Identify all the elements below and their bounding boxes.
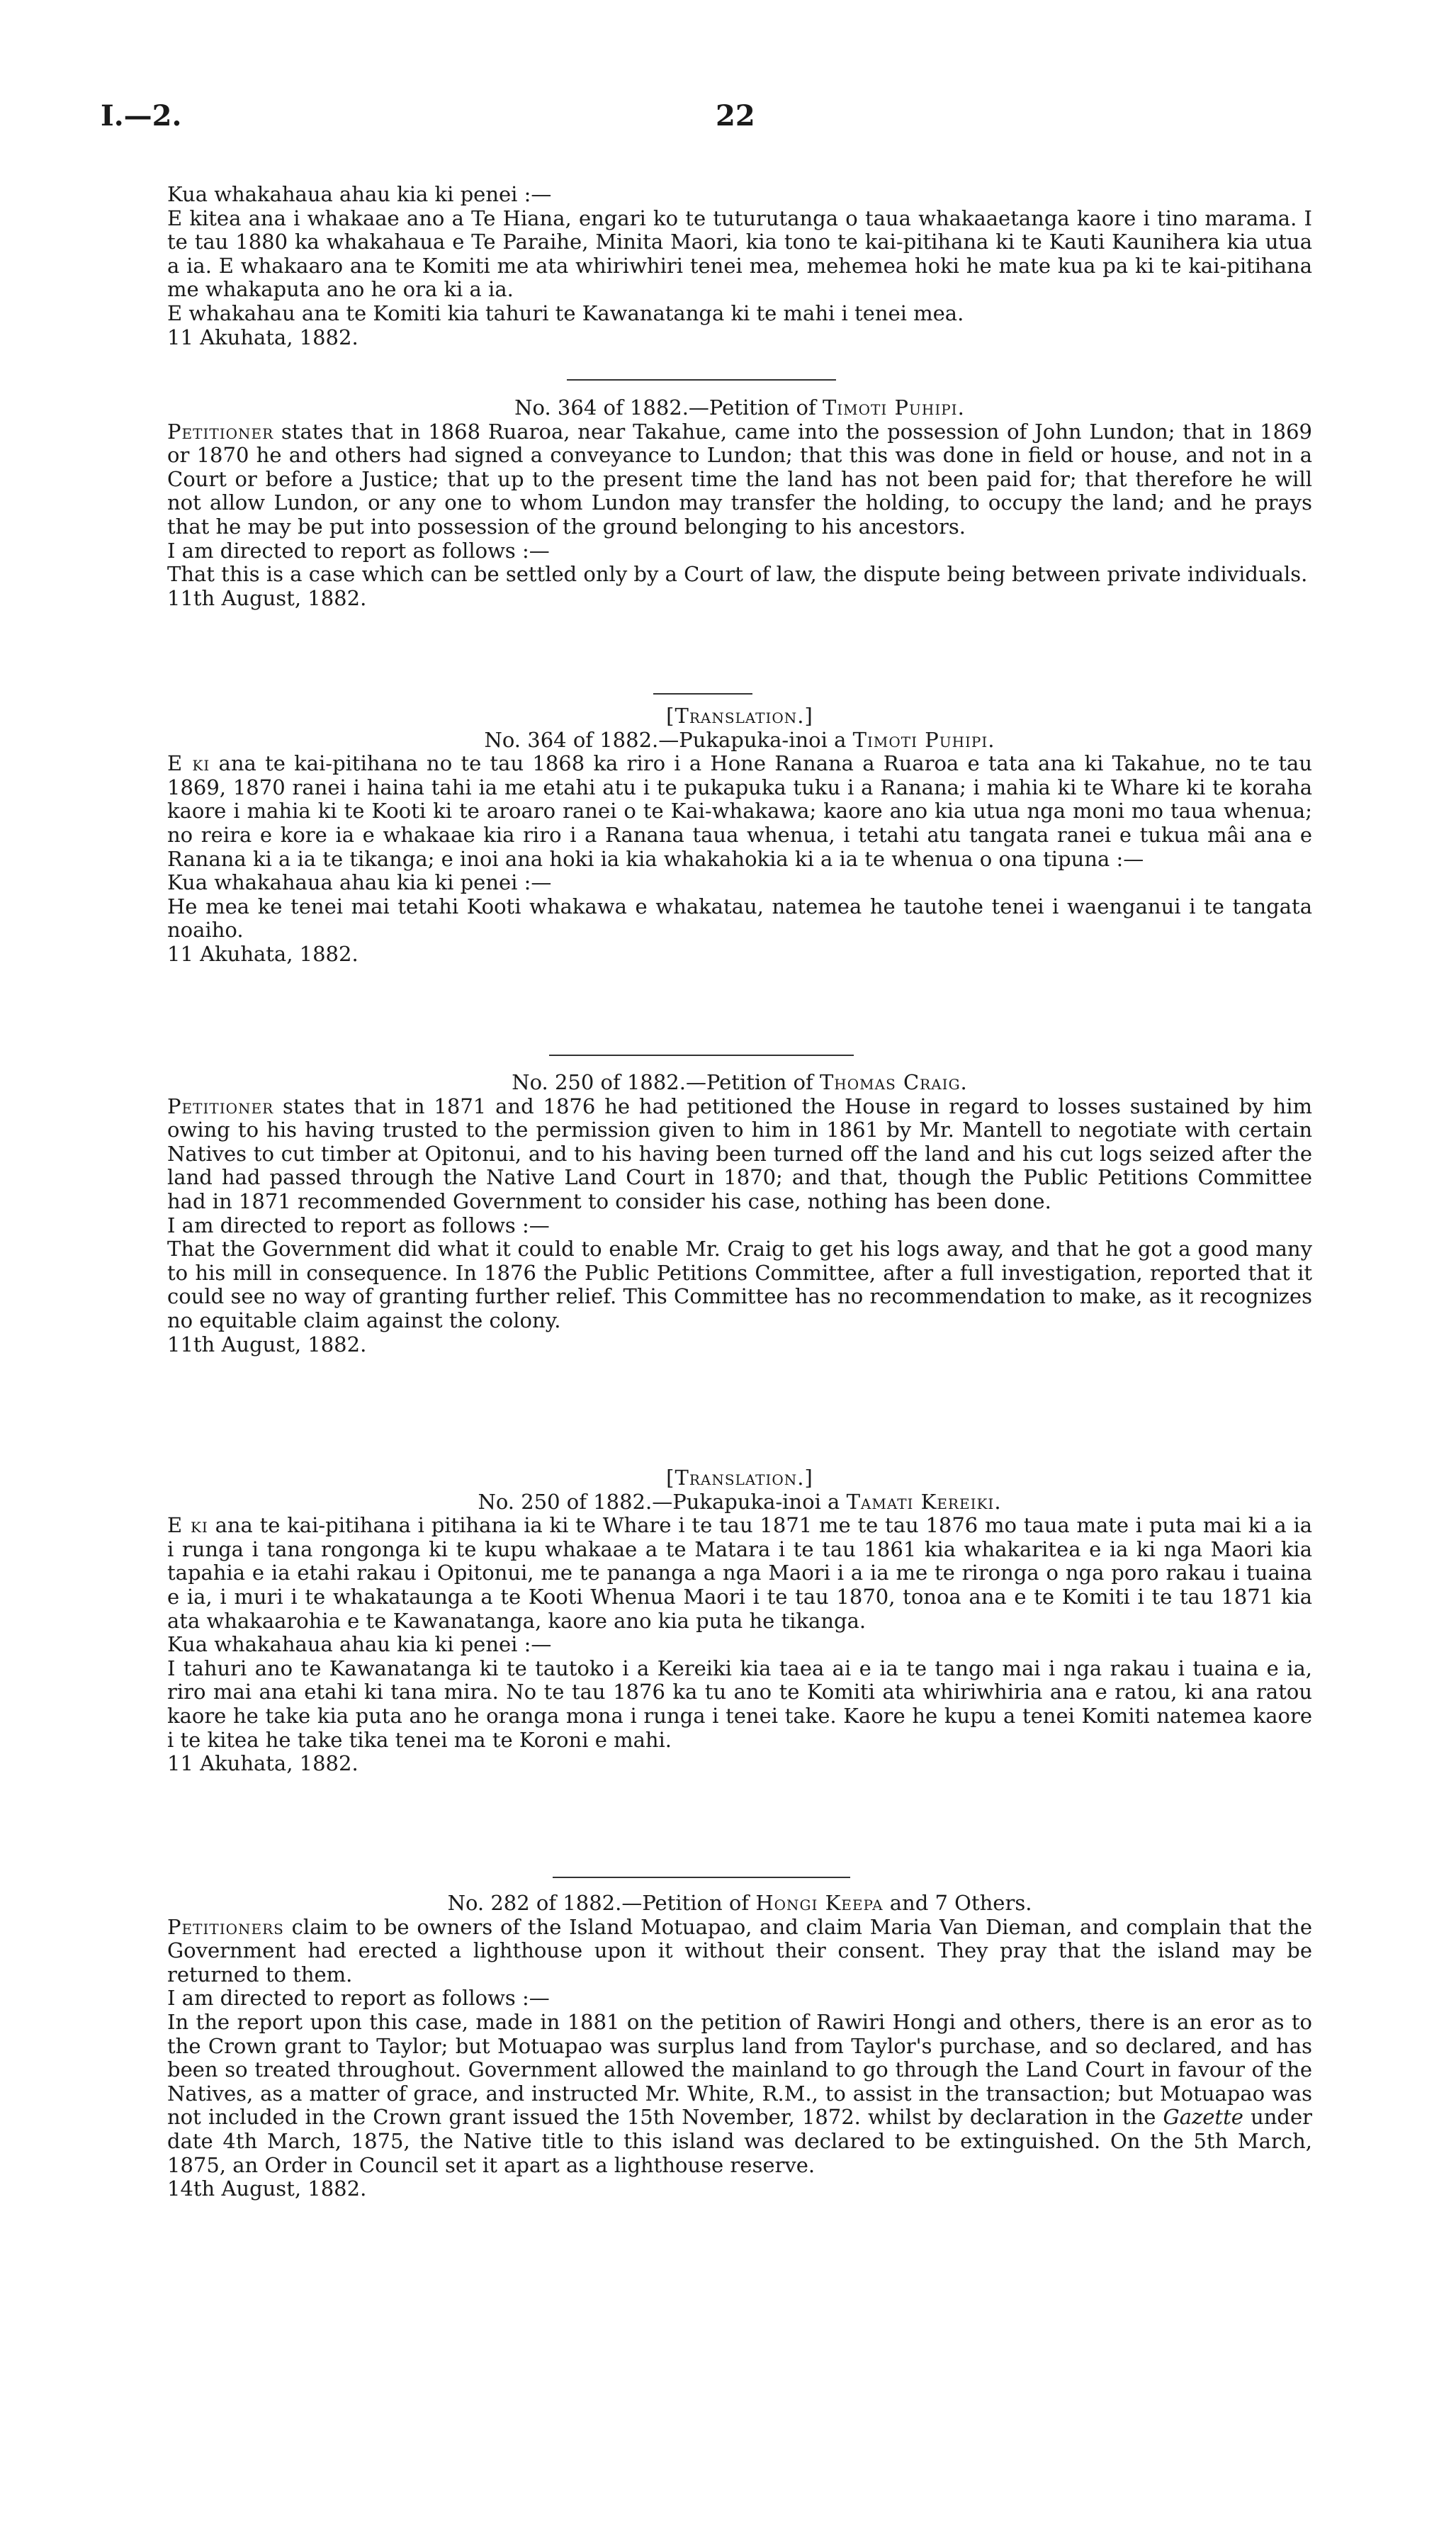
report-paragraph: That the Government did what it could to enable Mr. Craig to get his logs away, and that he got a good many to his mill in consequence. In 1876 the Public Petitions Committee, after a full investigation, reported that it could see no way of granting further relief. This Committee has no recommendation to make, as it recognizes no equitable claim against the colony. — [167, 1237, 1312, 1332]
petition-text: ana te kai-pitihana i pitihana ia ki te Whare i te tau 1871 me te tau 1876 mo taua mate i puta mai ki a ia i runga i tana rongonga ki te kupu whakaae a te Matara i te tau 1861 kia whakaritea e ia ki nga Maori kia tapahia e ia etahi rakau i Opitonui, me te pananga a nga Maori i a ia me te rironga o nga poro rakau i tuaina e ia, i muri i te whakataunga a te Kooti Whenua Maori i te tau 1870, tonoa ana e te Komiti i te tau 1871 kia ata whakaarohia e te Kawanatanga, kaore ano kia puta he tikanga. — [167, 1513, 1313, 1633]
report-text: In the report upon this case, made in 1881 on the petition of Rawiri Hongi and others, there is an eror as to the Crown grant to Taylor; but Motuapao was surplus land from Taylor's purchase, and so declared, and has been so treated throughout. Government allowed the mainland to go through the Land Court in favour of the Natives, as a matter of grace, and instructed Mr. White, R.M., to assist in the transaction; but Motuapao was not included in the Crown grant issued the 15th November, 1872. whilst by declaration in the — [167, 2009, 1312, 2130]
section-petition-250 — [167, 1071, 1312, 1356]
page-number: 22 — [716, 99, 755, 133]
section-divider — [653, 693, 752, 695]
report-paragraph: He mea ke tenei mai tetahi Kooti whakawa e whakatau, natemea he tautohe tenei i waenganui i te tangata noaiho. — [167, 894, 1312, 943]
section-divider — [549, 1055, 854, 1056]
petition-text: claim to be owners of the Island Motuapao, and claim Maria Van Dieman, and complain that the Government had erected a lighthouse upon it without their consent. They pray that the island may be returned to them. — [167, 1914, 1312, 1987]
petition-summary — [167, 420, 1312, 539]
lead-word: Petitioner — [167, 419, 274, 444]
report-intro: I am directed to report as follows :— — [167, 1986, 550, 2011]
petition-text: ana te kai-pitihana no te tau 1868 ka riro i a Hone Ranana a Ruaroa e tata ana ki Takahue, no te tau 1869, 1870 ranei i haina tahi ia me etahi atu i te pukapuka tuku i a Ranana; i mahia ki te Whare ki te koraha kaore i mahia ki te Kooti ki te aroaro ranei o te Kai-whakawa; kaore ano kia utua nga moni mo taua whenua; no reira e kore ia e whakaae kia riro i a Ranana taua whenua, i tetahi atu tangata ranei e tukua mâi ana e Ranana ki a ia te tikanga; e inoi ana hoki ia kia whakahokia ki a ia te whenua o ona tipuna :— — [167, 751, 1313, 871]
report-intro: Kua whakahaua ahau kia ki penei :— — [167, 182, 552, 206]
petitioner-name: Thomas Craig. — [819, 1070, 968, 1094]
petition-number: No. 282 of 1882.—Petition of — [447, 1891, 750, 1915]
report-intro: I am directed to report as follows :— — [167, 538, 550, 563]
section-petition-282 — [167, 1892, 1312, 2201]
report-date: 11th August, 1882. — [167, 585, 367, 610]
gazette-title: Gazette — [1163, 2105, 1243, 2130]
document-reference: I.—2. — [101, 99, 182, 133]
petitioner-name: Tamati Kereiki. — [846, 1489, 1002, 1514]
petition-text: states that in 1868 Ruaroa, near Takahue, came into the possession of John Lundon; that in 1869 or 1870 he and others had signed a conveyance to Lundon; that this was done in field or house, and not in a Court or before a Justice; that up to the present time the land has not been paid for; that therefore he will not allow Lundon, or any one to whom Lundon may transfer the holding, to occupy the land; and he prays that he may be put into possession of the ground belonging to his ancestors. — [167, 419, 1312, 539]
petition-summary — [167, 1514, 1312, 1633]
report-paragraph: I tahuri ano te Kawanatanga ki te tautoko i a Kereiki kia taea ai e ia te tango mai i nga rakau i tuaina e ia, riro mai ana etahi ki tana mira. No te tau 1876 ka tu ano te Komiti ata whiriwhiria ana e ratou, ki ana ratou kaore he take kia puta ano he oranga mona i runga i tenei take. Kaore he kupu a tenei Komiti natemea kaore i te kitea he take tika tenei ma te Koroni e mahi. — [167, 1656, 1312, 1752]
report-paragraph — [167, 2011, 1312, 2177]
petition-number: No. 250 of 1882.—Petition of — [512, 1070, 813, 1094]
report-paragraph: E kitea ana i whakaae ano a Te Hiana, engari ko te tuturutanga o taua whakaaetanga kaore i tino marama. I te tau 1880 ka whakahaua e Te Paraihe, Minita Maori, kia tono te kai-pitihana ki te Kauti Kaunihera kia utua a ia. E whakaaro ana te Komiti me ata whiriwhiri tenei mea, mehemea hoki he mate kua pa ki te kai-pitihana me whakaputa ano he ora ki a ia. — [167, 206, 1312, 302]
report-intro: I am directed to report as follows :— — [167, 1213, 550, 1237]
petition-title — [167, 396, 1312, 420]
translation-label: [Translation.] — [666, 704, 813, 728]
lead-word: E ki — [167, 1513, 208, 1538]
report-intro: Kua whakahaua ahau kia ki penei :— — [167, 1632, 552, 1657]
report-intro: Kua whakahaua ahau kia ki penei :— — [167, 870, 552, 895]
petition-title — [167, 729, 1312, 753]
petition-summary — [167, 1095, 1312, 1214]
report-date: 11 Akuhata, 1882. — [167, 941, 359, 966]
lead-word: E ki — [167, 751, 210, 776]
petition-title — [167, 1490, 1312, 1515]
section-divider — [567, 379, 836, 381]
lead-word: Petitioners — [167, 1914, 284, 1939]
petition-text: states that in 1871 and 1876 he had petitioned the House in regard to losses sustained by him owing to his having trusted to the permission given to him in 1861 by Mr. Mantell to negotiate with certain Natives to cut timber at Opitonui, and to his having been turned off the land and his cut logs seized after the land had passed through the Native Land Court in 1870; and that, though the Public Petitions Committee had in 1871 recommended Government to consider his case, nothing has been done. — [167, 1094, 1313, 1213]
section-translation-250 — [167, 1466, 1312, 1776]
section-translation-364 — [167, 704, 1312, 967]
petition-summary — [167, 752, 1312, 871]
petition-number: No. 364 of 1882.—Pukapuka-inoi a — [484, 727, 847, 752]
section-petition-364 — [167, 396, 1312, 610]
report-date: 11 Akuhata, 1882. — [167, 1751, 359, 1776]
petitioner-name: Timoti Puhipi. — [822, 395, 965, 420]
report-date: 11 Akuhata, 1882. — [167, 325, 359, 349]
report-paragraph: E whakahau ana te Komiti kia tahuri te Kawanatanga ki te mahi i tenei mea. — [167, 300, 964, 325]
petitioner-name: Hongi Keepa — [755, 1891, 884, 1915]
report-date: 14th August, 1882. — [167, 2176, 367, 2201]
section-previous-report — [167, 183, 1312, 349]
petition-title-suffix: and 7 Others. — [889, 1891, 1032, 1915]
petition-number: No. 250 of 1882.—Pukapuka-inoi a — [478, 1489, 840, 1514]
lead-word: Petitioner — [167, 1094, 274, 1118]
report-paragraph: That this is a case which can be settled only by a Court of law, the dispute being between private individuals. — [167, 562, 1308, 587]
section-divider — [553, 1877, 850, 1878]
petition-title — [167, 1071, 1312, 1095]
petition-number: No. 364 of 1882.—Petition of — [514, 395, 816, 420]
petitioner-name: Timoti Puhipi. — [852, 727, 995, 752]
report-text-continued: under date 4th March, 1875, the Native title to this island was declared to be extinguished. On the 5th March, 1875, an Order in Council set it apart as a lighthouse reserve. — [167, 2105, 1313, 2177]
report-date: 11th August, 1882. — [167, 1332, 367, 1356]
translation-label: [Translation.] — [666, 1466, 813, 1490]
petition-summary — [167, 1916, 1312, 1987]
petition-title — [167, 1892, 1312, 1916]
